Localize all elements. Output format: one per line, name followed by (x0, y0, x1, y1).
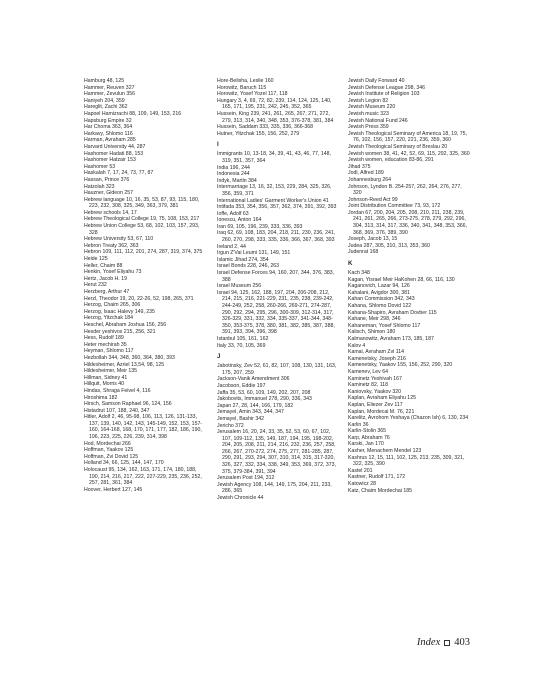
index-entry: Heide 125 (84, 256, 108, 263)
index-entry: Kahana-Shapiro, Avraham Dovber 115 (348, 309, 437, 316)
page-footer (417, 637, 470, 648)
index-entry: Japan 27, 28, 144, 166, 179, 182 (217, 402, 294, 409)
index-entry: Kamenetsky, Yaakov 155, 156, 252, 290, 320 (348, 362, 453, 369)
index-entry: Kach 348 (348, 270, 370, 277)
index-entry: Hillquit, Morris 40 (84, 381, 125, 388)
index-entry: Hillman, Sidney 41 (84, 374, 128, 381)
index-entry: Jewish Agency 108, 144, 149, 175, 204, 211, 233, 286, 365 (217, 481, 332, 495)
index-entry: Haniyeh 204, 359 (84, 97, 125, 104)
index-entry: Histadrut 107, 188, 240, 347 (84, 407, 150, 414)
index-entry: Johnson, Lyndon B. 254-257, 262, 264, 276, 277, 320 (348, 183, 462, 197)
index-entry: Har Choma 363, 364 (84, 124, 133, 131)
index-entry: Hess, Rudolf 189 (84, 335, 124, 342)
index-entry: Kashrus 12, 15, 111, 102, 125, 213, 235, 309, 321, 322, 325, 390 (348, 454, 465, 468)
index-entry: Johannesburg 264 (348, 176, 391, 183)
index-entry: Hesder yeshivos 215, 256, 321 (84, 328, 156, 335)
index-entry: Hussein, King 239, 241, 261, 265, 267, 271, 272, 279, 313, 314, 340, 348, 353, 376-378, 381, 384 (217, 110, 334, 124)
index-entry: Hoffman, Yaakov 125 (84, 447, 134, 454)
index-entry: Hamburg 48, 125 (84, 78, 125, 84)
index-entry: Hungary 3, 4, 69, 72, 82, 239, 114, 124, 125, 140, 165, 171, 195, 231, 242, 245, 352, 365 (217, 97, 332, 111)
index-entry: Herzl, Theodor 19, 20, 22-26, 52, 198, 265, 371 (84, 295, 194, 302)
index-column-1 (84, 78, 206, 493)
index-entry: Intermarriage 13, 16, 32, 153, 229, 284, 325, 326, 356, 359, 371 (217, 184, 332, 197)
index-entry: Kastel 201 (348, 467, 373, 474)
index-entry: Istanbul 105, 161, 162 (217, 335, 269, 342)
index-entry: Jackson-Vanik Amendment 306 (217, 376, 290, 383)
index-entry: Jacobson, Eddie 197 (217, 382, 266, 389)
index-entry: Hatzolah 323 (84, 183, 115, 190)
index-entry: Jewish Defense League 298, 346 (348, 84, 426, 91)
index-entry: Kamenetsky, Joseph 216 (348, 355, 406, 362)
index-entry: Hertz, Jacob H. 19 (84, 275, 127, 282)
index-entry: Joint Distribution Committee 73, 93, 172 (348, 203, 441, 210)
running-footer-label: Index (416, 637, 441, 648)
index-entry: Hapsburg Empire 32 (84, 117, 132, 124)
index-entry: Hashomer Hadati 88, 153 (84, 150, 144, 157)
index-entry: Harkavy, Shlomo 116 (84, 130, 133, 137)
index-entry: Hapoel Hamizrachi 88, 109, 149, 153, 216 (84, 110, 182, 117)
index-entry: Hitler, Adolf 2, 46, 95-98, 106, 113, 126, 131-133, 137, 139, 140, 142, 143, 145-149, 152, 153, 157-160, 164-168, 168, 170, 171, 177, 182, 186, 190, 196, 223, 225, 226, 239, 314, 398 (84, 414, 203, 441)
index-column-2 (217, 78, 339, 502)
index-entry: Indonesia 244 (217, 171, 250, 178)
index-entry: Jordan 67, 200, 204, 205, 208, 210, 211, 238, 239, 241, 261, 265, 266, 273-275, 278, 279, 292, 296, 304, 313, 314, 317, 336, 340, 341, 348, 353, 366, 368, 369, 376, 389, 390 (348, 209, 467, 236)
index-entry: Jewish Chronicle 44 (217, 495, 264, 502)
index-entry: Kaplan, Eliezer Zev 117 (348, 401, 403, 408)
index-entry: Henkin, Yosef Eliyahu 73 (84, 269, 142, 276)
index-entry: Jewish Theological Seminary of Breslau 20 (348, 143, 448, 150)
index-entry: Herzog, Yitzchak 184 (84, 315, 134, 322)
index-entry: Heyman, Shlomo 117 (84, 348, 134, 355)
index-entry: Harvard University 44, 287 (84, 143, 146, 150)
index-entry: Kaplan, Avraham Eliyahu 125 (348, 395, 416, 402)
index-entry: Holocaust 95, 134, 162, 163, 171, 174, 180, 188, 190, 214, 216, 217, 222, 227-229, 235, 236, 252, 257, 281, 361, 384 (84, 467, 202, 487)
index-entry: Hashomer Hatzair 153 (84, 157, 136, 164)
index-entry: Karski, Jan 170 (348, 441, 384, 448)
index-entry: Hore-Belisha, Leslie 160 (217, 78, 274, 84)
index-entry: Kalmanowitz, Avraham 173, 185, 187 (348, 335, 434, 342)
index-entry: Katowicz 28 (348, 481, 376, 488)
index-entry: Hoover, Herbert 127, 145 (84, 486, 143, 493)
index-entry: Karp, Abraham 76 (348, 434, 390, 441)
index-entry: Heschel, Abraham Joshua 156, 256 (84, 321, 167, 328)
index-entry: Islamic Jihad 274, 354 (217, 256, 269, 263)
index-section-letter: K (348, 260, 353, 268)
index-entry: Jewish Theological Seminary of America 18, 19, 75, 76, 102, 156, 157, 220, 221, 236, 359, 360 (348, 130, 467, 144)
index-entry: Jihad 375 (348, 163, 371, 170)
index-entry: Israel Bonds 228, 246, 263 (217, 263, 280, 270)
index-entry: International Ladies' Garment Worker's Union 41 (217, 197, 329, 204)
index-entry: Herzberg, Arthur 47 (84, 289, 130, 295)
index-entry: Holland 34, 66, 125, 144, 147, 170 (84, 460, 164, 467)
index-entry: Kaganovich, Lazar 94, 126 (348, 283, 410, 290)
index-entry: Intifada 353, 354, 356, 357, 362, 374, 391, 392, 393 (217, 204, 337, 211)
index-entry: Israel Museum 256 (217, 283, 262, 290)
index-entry: Kalov 4 (348, 342, 366, 349)
index-entry: Herzog, Isaac Halevy 149, 235 (84, 308, 155, 315)
index-entry: Hirsch, Samson Raphael 96, 124, 156 (84, 401, 172, 408)
index-entry: Indyk, Martin 384 (217, 177, 257, 184)
index-entry: Judenrat 168 (348, 249, 379, 256)
index-entry: Kamenev, Lev 64 (348, 368, 388, 375)
index-entry: Iraq 62, 69, 108, 183, 204, 218, 211, 230, 236, 241, 260, 270, 298, 333, 335, 336, 366, 367, 368, 393 (217, 230, 336, 244)
index-entry: Kastner, Rudolf 171, 172 (348, 474, 406, 481)
index-entry: Joseph, Jacob 13, 15 (348, 236, 398, 243)
index-entry: Hiroshima 182 (84, 394, 118, 401)
index-entry: Kaminetz Yeshivah 167 (348, 375, 402, 382)
index-entry: Irgun Z'Vai Leumi 131, 149, 151 (217, 250, 291, 257)
index-entry: Jakobovits, Immanuel 278, 290, 336, 343 (217, 396, 312, 403)
index-entry: Kahalani, Avigdor 300, 381 (348, 289, 410, 296)
index-entry: Kahaneman, Yosef Shlomo 117 (348, 322, 421, 329)
index-entry: Hezbollah 344, 348, 360, 364, 380, 393 (84, 354, 175, 361)
index-entry: Jodl, Alfred 189 (348, 170, 384, 177)
index-entry: Katz, Chaim Mordechai 185 (348, 487, 413, 494)
index-entry: Hammer, Reuven 327 (84, 84, 135, 91)
index-entry: Hashomer 53 (84, 163, 116, 170)
index-entry: Hebrew Theological College 19, 75, 108, 153, 217 (84, 216, 200, 223)
index-entry: Italy 33, 70, 105, 369 (217, 342, 266, 349)
index-entry: Jemayel, Amin 343, 344, 347 (217, 409, 284, 416)
index-entry: Jewish Legion 82 (348, 97, 389, 104)
index-entry: Hammer, Zevulun 356 (84, 91, 136, 98)
index-entry: Hoffman, Zvi Dovid 125 (84, 453, 139, 460)
index-entry: Jewish women, education 83-86, 291 (348, 157, 434, 164)
index-entry: Israel Defense Forces 94, 160, 207, 344, 376, 383, 388 (217, 270, 335, 283)
index-entry: Kaminetz 82, 118 (348, 382, 388, 389)
index-column-3 (348, 78, 470, 494)
index-section-letter: I (217, 141, 219, 149)
index-entry: Hareglit, Zachi 362 (84, 104, 128, 111)
index-entry: Hildesheimer, Meir 135 (84, 368, 138, 375)
index-entry: Jewish Daily Forward 40 (348, 78, 405, 84)
index-entry: Kaniovsky, Yaakov 320 (348, 388, 402, 395)
index-entry: Horowitz, Baruch 115 (217, 84, 267, 91)
index-entry: Israel 94, 125, 162, 188, 197, 204, 206-208, 212, 214, 215, 216, 221-229, 231, 235, 238, 239-242, 244-249, 252, 258, 260-266, 269-271, 274-287, 290, 292, 294, 295, 296, 300-309, 312-314, 317, 326-329, 331, 332, 334, 335-337, 341-344, 348-350, 353-375, 378, 380, 381, 382, 385, 387, 388, 391, 393, 394, 396, 398 (217, 289, 335, 336)
index-entry: Jewish Museum 220 (348, 104, 396, 111)
index-entry: Hebron 109, 111, 112, 201, 274, 287, 319, 374, 375 (84, 249, 203, 256)
index-entry: Hebron Treaty 362, 363 (84, 242, 139, 249)
index-entry: Ioffe, Adolf 63 (217, 210, 249, 217)
index-entry: Herut 232 (84, 282, 107, 289)
index-entry: Kalisch, Shimon 180 (348, 329, 396, 336)
index-entry: Kamai, Avraham Zvi 114 (348, 349, 405, 356)
index-entry: Jerusalem Post 194, 312 (217, 475, 275, 482)
index-entry: Karelitz, Avrohom Yeshaya (Chazon Ish) 6, 130, 234 (348, 415, 469, 422)
index-entry: Heller, Chaim 88 (84, 262, 123, 269)
index-entry: Hebrew Union College 53, 68, 102, 103, 157, 293, 328 (84, 223, 200, 236)
index-entry: Jerusalem 16, 20, 24, 33, 35, 52, 53, 60, 67, 102, 107, 109-112, 135, 149, 187, 194, 195, 198-202, 204, 205, 208, 211, 214, 216, 232, 236, 257, 258, 266, 267, 270-272, 274, 275, 277, 281-285, 287, 290, 291, 293, 294, 307, 310, 314, 315, 317-320, 326, 327, 332, 334, 338, 349, 353, 369, 372, 373, 375, 379-384, 391, 394 (217, 429, 336, 475)
index-entry: Hutner, Yitzchak 155, 156, 252, 279 (217, 130, 300, 137)
index-entry: Jewish Institute of Religion 103 (348, 91, 420, 98)
index-entry: Jericho 372 (217, 422, 244, 429)
index-entry: India 196, 244 (217, 164, 250, 171)
index-entry: Hindas, Shraga Feivel 4, 116 (84, 387, 151, 394)
index-section-letter: J (217, 353, 221, 361)
index-entry: Haskalah 7, 17, 24, 73, 77, 87 (84, 170, 154, 177)
index-entry: Johnson-Reed Act 99 (348, 196, 398, 203)
index-entry: Judea 287, 305, 310, 313, 353, 360 (348, 242, 430, 249)
index-entry: Hussein, Saddam 333, 335, 336, 366-368 (217, 124, 314, 131)
index-entry: Hebrew language 10, 16, 35, 53, 87, 93, 115, 180, 223, 232, 308, 325, 349, 363, 379, 381 (84, 196, 200, 210)
index-entry: Harman, Avraham 285 (84, 137, 136, 144)
index-entry: Jaffa 35, 53, 60, 109, 149, 202, 207, 208 (217, 389, 311, 396)
index-entry: Immigrants 10, 13-18, 34, 39, 41, 43, 46, 77, 148, 319, 351, 357, 364 (217, 151, 331, 164)
index-entry: Jewish music 323 (348, 110, 389, 117)
index-entry: Karlin 36 (348, 421, 369, 428)
index-entry: Hod, Mordechai 266 (84, 440, 131, 447)
index-entry: Jemayel, Bashir 342 (217, 415, 264, 422)
index-entry: Jabotinsky, Zev 52, 61, 82, 107, 108, 130, 131, 163, 175, 207, 259 (217, 363, 337, 376)
index-entry: Karlin-Stolin 365 (348, 428, 387, 435)
index-entry: Hebrew University 53, 67, 110 (84, 236, 154, 243)
index-entry: Hauzner, Gideon 257 (84, 190, 134, 197)
index-entry: Kahane, Meir 298, 346 (348, 316, 401, 323)
index-entry: Jewish women 38, 41, 42, 52, 69, 115, 292, 325, 360 (348, 150, 470, 157)
page-number: 403 (454, 637, 470, 648)
index-entry: Ireland 2, 44 (217, 243, 246, 250)
index-entry: Ionescu, Anton 164 (217, 217, 262, 224)
index-entry: Hebrew schools 14, 17 (84, 209, 137, 216)
index-entry: Hassan, Prince 376 (84, 176, 130, 183)
index-entry: Hildesheimer, Azriel 13,54, 98, 125 (84, 361, 165, 368)
index-entry: Iran 69, 105, 196, 239, 333, 336, 393 (217, 223, 303, 230)
index-entry: Kaplan, Mordecai M. 76, 221 (348, 408, 415, 415)
index-entry: Jewish Press 359 (348, 124, 389, 131)
index-entry: Heter mechirah 35 (84, 341, 127, 348)
index-entry: Horowitz, Yosef Yozel 117, 118 (217, 91, 288, 98)
index-entry: Kagan, Yisrael Meir HaKohen 28, 66, 116, 130 (348, 276, 455, 283)
index-entry: Kahan Commission 342, 343 (348, 296, 415, 303)
index-entry: Herzog, Chaim 265, 306 (84, 302, 141, 309)
index-entry: Kasher, Menachem Mendel 123 (348, 448, 422, 455)
index-entry: Jewish National Fund 246 (348, 117, 408, 124)
square-ornament-icon (444, 640, 450, 646)
index-entry: Kahana, Shlomo Dovid 122 (348, 303, 412, 309)
